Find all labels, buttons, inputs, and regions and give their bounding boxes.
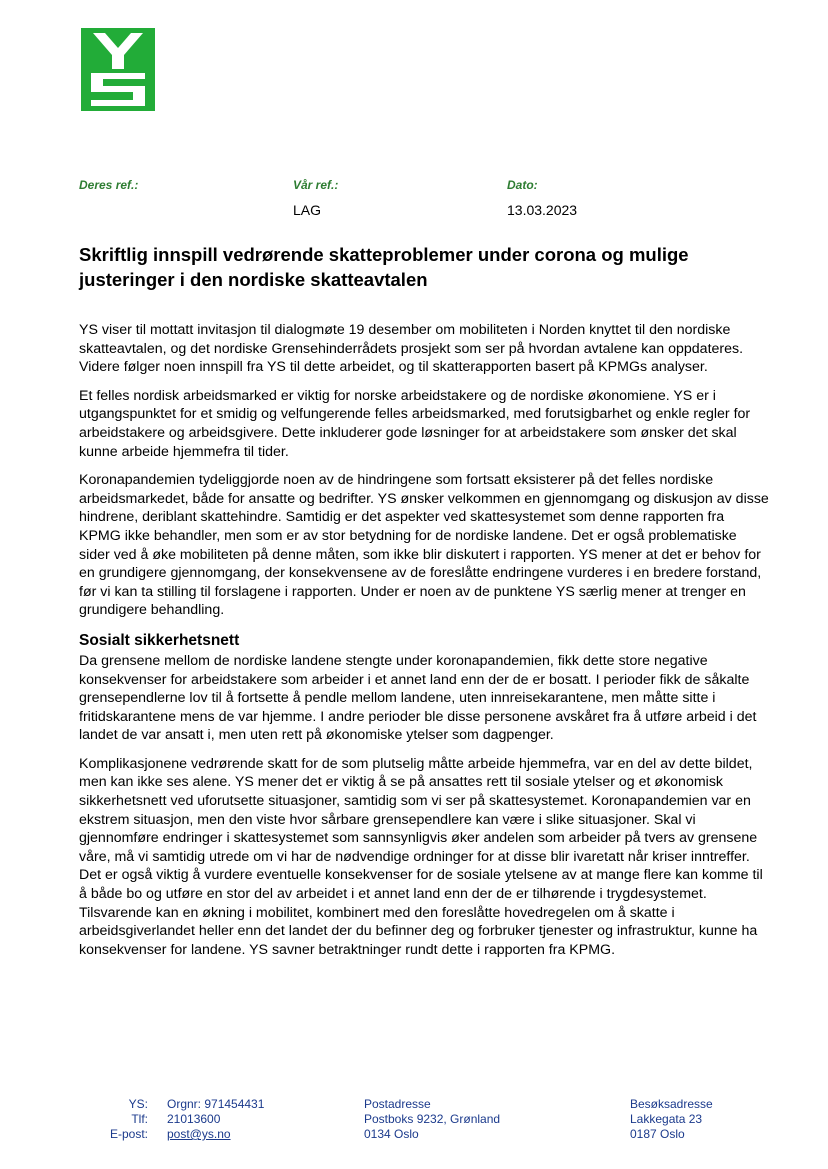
footer-orgnr: Orgnr: 971454431 bbox=[167, 1097, 265, 1111]
document-title: Skriftlig innspill vedrørende skatteproblemer under corona og mulige justeringer i den nordiske skatteavtalen bbox=[79, 244, 689, 290]
document-body bbox=[79, 321, 769, 969]
body-paragraph: Et felles nordisk arbeidsmarked er viktig for norske arbeidstakere og de nordiske økonomiene. YS er i utgangspunktet for et smidig og velfungerende felles arbeidsmarked, med forutsigbarhet og enkle regler for arbeidstakere og arbeidsgivere. Dette inkluderer gode løsninger for at arbeidstakere som ønsker det skal kunne arbeide hjemmefra til tider. bbox=[79, 387, 751, 460]
footer-visit-address bbox=[630, 1097, 713, 1142]
footer-visit-line: Lakkegata 23 bbox=[630, 1112, 703, 1126]
footer-postal-line: 0134 Oslo bbox=[364, 1127, 419, 1141]
footer-label-ys: YS: bbox=[128, 1097, 148, 1111]
footer-label-email: E-post: bbox=[109, 1127, 148, 1141]
footer-postal-line: Postboks 9232, Grønland bbox=[364, 1112, 501, 1126]
footer-postal-heading: Postadresse bbox=[364, 1097, 431, 1111]
deres-ref-label: Deres ref.: bbox=[79, 178, 139, 192]
footer-email-link[interactable]: post@ys.no bbox=[167, 1127, 231, 1141]
body-paragraph: Koronapandemien tydeliggjorde noen av de hindringene som fortsatt eksisterer på det felles nordiske arbeidsmarkedet, både for ansatte og bedrifter. YS ønsker velkommen en gjennomgang og diskusjon av disse hindrene, deriblant skattehindre. Samtidig er det aspekter ved skattesystemet som denne rapporten fra KPMG ikke behandler, men som er av stor betydning for de nordiske landene. Det er også problematiske sider ved å øke mobiliteten på denne måten, som ikke blir diskutert i rapporten. YS mener at det er behov for en grundigere gjennomgang, der konsekvensene av de foreslåtte endringene vurderes i en bredere forstand, før vi kan ta stilling til forslagene i rapporten. Under er noen av de punktene YS særlig mener at trenger en grundigere behandling. bbox=[79, 472, 769, 619]
body-paragraph: YS viser til mottatt invitasjon til dialogmøte 19 desember om mobiliteten i Norden knyttet til den nordiske skatteavtalen, og det nordiske Grensehinderrådets prosjekt som ser på hvordan avtalene kan oppdateres. Videre følger noen innspill fra YS til dette arbeidet, og til skatterapporten basert på KPMGs analyser. bbox=[79, 322, 744, 376]
var-ref-label: Vår ref.: bbox=[293, 178, 339, 192]
footer-visit-line: 0187 Oslo bbox=[630, 1127, 685, 1141]
section-heading: Sosialt sikkerhetsnett bbox=[79, 631, 240, 649]
section-paragraph: Da grensene mellom de nordiske landene stengte under koronapandemien, fikk dette store negative konsekvenser for arbeidstakere som arbeider i et annet land enn der de er bosatt. I perioder fikk de såkalte grensependlerne lov til å fortsette å pendle mellom landene, uten innreisekarantene, men måtte sitte i fritidskarantene mens de var hjemme. I andre perioder ble disse personene avskåret fra å utføre arbeid i det landet de var ansatt i, men uten rett på økonomiske ytelser som dagpenger. bbox=[79, 652, 757, 744]
ys-logo-mark bbox=[81, 28, 155, 111]
section-paragraph: Komplikasjonene vedrørende skatt for de som plutselig måtte arbeide hjemmefra, var en del av dette bildet, men kan ikke ses alene. YS mener det er viktig å se på ansattes rett til sosiale ytelser og et økonomisk sikkerhetsnett ved uforutsette situasjoner, samtidig som vi ser på skattesystemet. Koronapandemien var en ekstrem situasjon, men den viste hvor sårbare grensependlere kan være i slike situasjoner. Skal vi gjennomføre endringer i skattesystemet som sannsynligvis øker andelen som arbeider på tvers av grensene våre, må vi samtidig utrede om vi har de nødvendige ordninger for at disse blir ivaretatt når kriser inntreffer. Det er også viktig å vurdere eventuelle konsekvenser for de sosiale ytelsene av at mange flere kan komme til å både bo og utføre en stor del av arbeidet i et annet land enn der de er tilhørende i trygdesystemet. Tilsvarende kan en økning i mobilitet, kombinert med den foreslåtte hovedregelen om å skatte i arbeidsgiverlandet heller enn det landet der du befinner deg og forbruker tjenester og infrastruktur, kunne ha konsekvenser for landene. YS savner betraktninger rundt dette i rapporten fra KPMG. bbox=[79, 755, 763, 958]
footer-postal-address bbox=[364, 1097, 500, 1142]
footer-visit-heading: Besøksadresse bbox=[630, 1097, 713, 1111]
footer-phone: 21013600 bbox=[167, 1112, 221, 1126]
dato-value: 13.03.2023 bbox=[507, 202, 578, 218]
footer-labels bbox=[100, 1097, 148, 1142]
footer-contact bbox=[167, 1097, 264, 1142]
ys-logo bbox=[81, 28, 155, 111]
var-ref-value: LAG bbox=[293, 202, 322, 218]
footer-label-phone: Tlf: bbox=[131, 1112, 148, 1126]
dato-label: Dato: bbox=[507, 178, 538, 192]
